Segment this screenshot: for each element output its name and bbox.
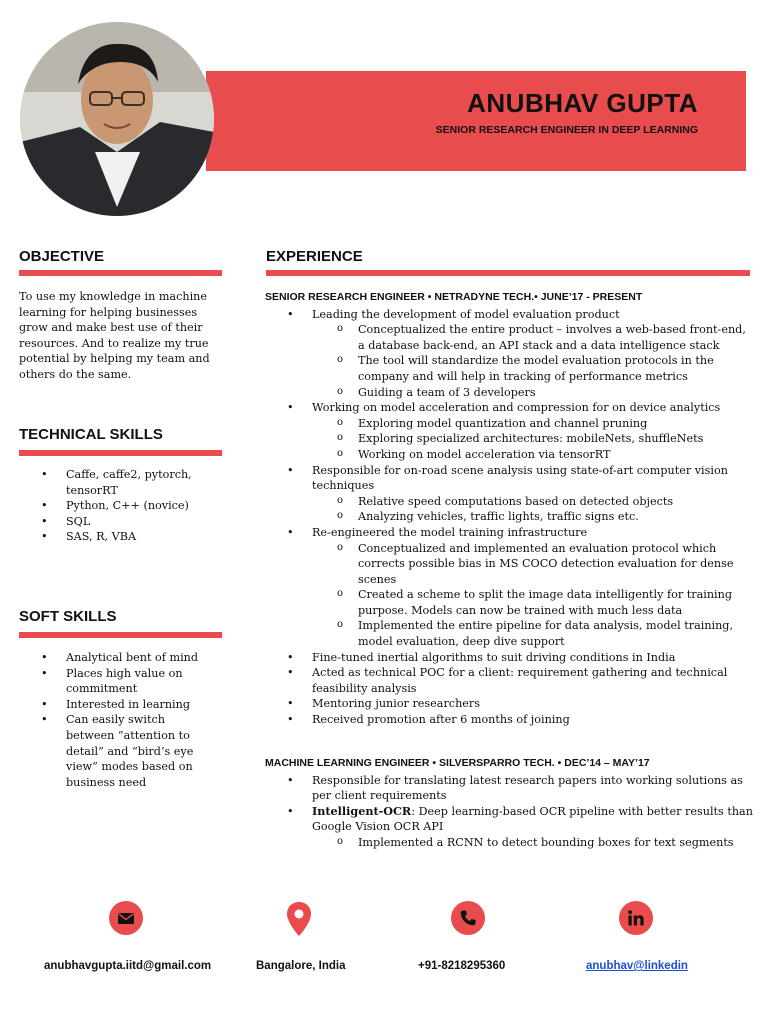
sub-list bbox=[312, 835, 755, 851]
sub-list-item: o The tool will standardize the model evaluation protocols in the company and will help in tracking of performance metrics bbox=[312, 353, 755, 384]
list-item: • Acted as technical POC for a client: requirement gathering and technical feasibility analysis bbox=[265, 665, 755, 696]
list-item-text: Responsible for on-road scene analysis using state-of-art computer vision techniques bbox=[312, 463, 728, 493]
list-item: • Places high value on commitment bbox=[19, 666, 204, 697]
sub-list-item: o Guiding a team of 3 developers bbox=[312, 385, 755, 401]
job-netradyne bbox=[265, 290, 755, 728]
profile-photo bbox=[20, 22, 214, 216]
project-name: Intelligent-OCR bbox=[312, 803, 412, 818]
technical-skills-heading: TECHNICAL SKILLS bbox=[19, 426, 163, 443]
list-item-text: Leading the development of model evaluation product bbox=[312, 307, 620, 321]
soft-skills-heading: SOFT SKILLS bbox=[19, 608, 117, 625]
soft-skills-list bbox=[19, 650, 204, 790]
list-item: • SAS, R, VBA bbox=[19, 529, 224, 545]
linkedin-link[interactable]: anubhav@linkedin bbox=[586, 960, 688, 972]
objective-heading: OBJECTIVE bbox=[19, 248, 105, 265]
experience-heading: EXPERIENCE bbox=[266, 248, 363, 265]
list-item: • Caffe, caffe2, pytorch, tensorRT bbox=[19, 467, 224, 498]
list-item: • Fine-tuned inertial algorithms to suit driving conditions in India bbox=[265, 650, 755, 666]
experience-divider bbox=[266, 270, 750, 276]
sub-list-item: o Relative speed computations based on detected objects bbox=[312, 494, 755, 510]
candidate-title: SENIOR RESEARCH ENGINEER IN DEEP LEARNING bbox=[435, 124, 698, 136]
list-item: • Can easily switch between “attention to detail” and “bird’s eye view” modes based on business need bbox=[19, 712, 204, 790]
phone-icon bbox=[451, 901, 485, 935]
sub-list bbox=[312, 322, 755, 400]
job-header: MACHINE LEARNING ENGINEER • SILVERSPARRO TECH. • DEC’14 – MAY’17 bbox=[265, 757, 650, 769]
list-item: • SQL bbox=[19, 514, 224, 530]
soft-skills-divider bbox=[19, 632, 222, 638]
list-item-text: Re-engineered the model training infrastructure bbox=[312, 525, 588, 539]
objective-text: To use my knowledge in machine learning for helping businesses grow and make best use of their resources. And to realize my true potential by helping my team and others do the same. bbox=[19, 290, 210, 381]
sub-list bbox=[312, 416, 755, 463]
list-item: • Analytical bent of mind bbox=[19, 650, 204, 666]
sub-list-item: o Exploring specialized architectures: mobileNets, shuffleNets bbox=[312, 431, 755, 447]
sub-list-item: o Exploring model quantization and channel pruning bbox=[312, 416, 755, 432]
header-band bbox=[206, 71, 746, 171]
objective-divider bbox=[19, 270, 222, 276]
linkedin-icon[interactable] bbox=[619, 901, 653, 935]
sub-list bbox=[312, 494, 755, 525]
sub-list-item: o Implemented a RCNN to detect bounding boxes for text segments bbox=[312, 835, 755, 851]
job-responsibilities bbox=[265, 773, 755, 851]
email-address: anubhavgupta.iitd@gmail.com bbox=[44, 960, 212, 972]
technical-skills-list bbox=[19, 467, 224, 545]
sub-list-item: o Conceptualized and implemented an evaluation protocol which corrects possible bias in MS COCO detection evaluation for dense scenes bbox=[312, 541, 755, 588]
technical-skills-divider bbox=[19, 450, 222, 456]
sub-list-item: o Working on model acceleration via tensorRT bbox=[312, 447, 755, 463]
sub-list-item: o Implemented the entire pipeline for data analysis, model training, model evaluation, deep dive support bbox=[312, 618, 755, 649]
location-text: Bangalore, India bbox=[256, 960, 346, 972]
candidate-name: ANUBHAV GUPTA bbox=[467, 88, 698, 118]
list-item: • Received promotion after 6 months of joining bbox=[265, 712, 755, 728]
sub-list-item: o Created a scheme to split the image data intelligently for training purpose. Models can now be trained with much less data bbox=[312, 587, 755, 618]
sub-list-item: o Analyzing vehicles, traffic lights, traffic signs etc. bbox=[312, 509, 755, 525]
list-item bbox=[265, 525, 755, 650]
job-responsibilities bbox=[265, 307, 755, 728]
list-item-text: : Deep learning-based OCR pipeline with better results than Google Vision OCR API bbox=[312, 804, 753, 834]
email-icon bbox=[109, 901, 143, 935]
sub-list-item: o Conceptualized the entire product – involves a web-based front-end, a database back-end, an API stack and a data intelligence stack bbox=[312, 322, 755, 353]
list-item bbox=[265, 804, 755, 851]
sub-list bbox=[312, 541, 755, 650]
list-item: • Responsible for translating latest research papers into working solutions as per client requirements bbox=[265, 773, 755, 804]
list-item: • Mentoring junior researchers bbox=[265, 696, 755, 712]
list-item: • Python, C++ (novice) bbox=[19, 498, 224, 514]
phone-number: +91-8218295360 bbox=[418, 960, 506, 972]
job-header: SENIOR RESEARCH ENGINEER • NETRADYNE TECH.• JUNE’17 - PRESENT bbox=[265, 291, 643, 303]
list-item bbox=[265, 463, 755, 525]
list-item: • Interested in learning bbox=[19, 697, 204, 713]
list-item-text: Working on model acceleration and compression for on device analytics bbox=[312, 401, 721, 415]
list-item bbox=[265, 307, 755, 401]
job-silversparro bbox=[265, 756, 755, 851]
location-pin-icon bbox=[286, 901, 312, 941]
list-item bbox=[265, 400, 755, 462]
